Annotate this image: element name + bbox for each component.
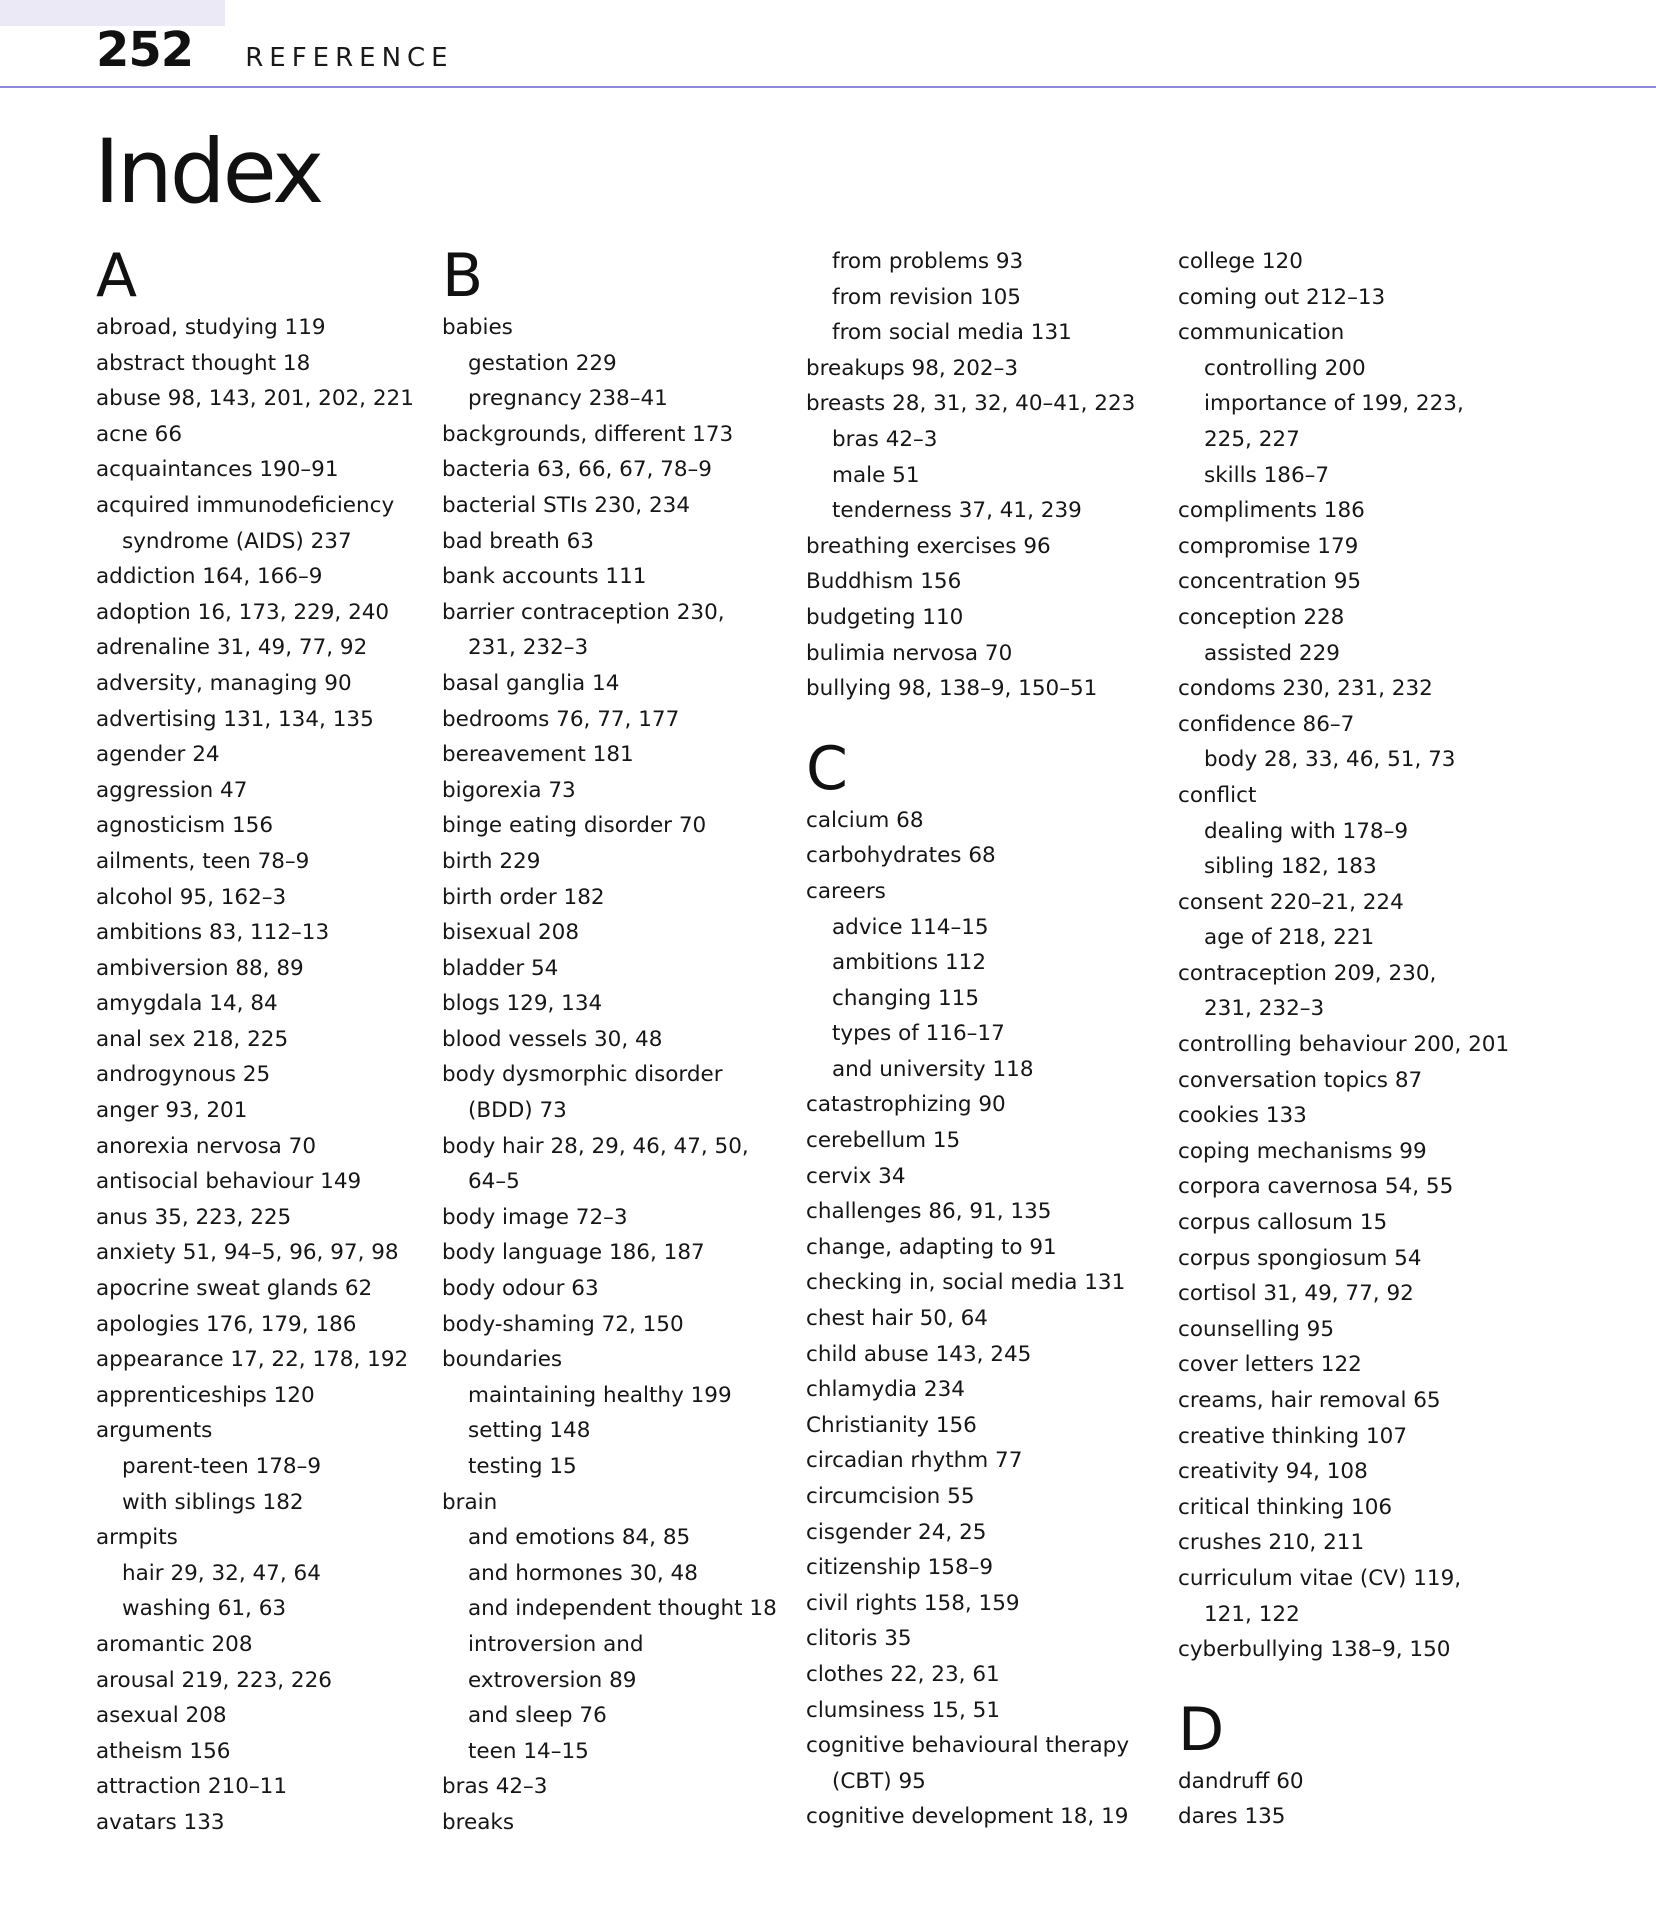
- index-entry: bacterial STIs 230, 234: [442, 492, 690, 518]
- index-entry: body image 72–3: [442, 1204, 628, 1230]
- index-entry: atheism 156: [96, 1738, 231, 1764]
- index-entry: cisgender 24, 25: [806, 1519, 987, 1545]
- index-entry: bacteria 63, 66, 67, 78–9: [442, 457, 712, 483]
- index-entry: bedrooms 76, 77, 177: [442, 706, 680, 732]
- index-entry: clitoris 35: [806, 1626, 912, 1652]
- index-entry: chlamydia 234: [806, 1377, 965, 1403]
- page-number: 252: [96, 22, 194, 78]
- index-entry: corpus spongiosum 54: [1178, 1245, 1422, 1271]
- index-entry: addiction 164, 166–9: [96, 564, 323, 590]
- index-entry: dandruff 60: [1178, 1768, 1304, 1794]
- index-entry: brain: [442, 1489, 498, 1515]
- index-subentry: (BDD) 73: [468, 1098, 567, 1124]
- index-entry: critical thinking 106: [1178, 1494, 1393, 1520]
- index-entry: budgeting 110: [806, 604, 964, 630]
- running-head: [96, 22, 454, 78]
- header-rule: [0, 86, 1656, 88]
- index-subentry: maintaining healthy 199: [468, 1382, 732, 1408]
- index-entry: corpus callosum 15: [1178, 1210, 1388, 1236]
- index-entry: body language 186, 187: [442, 1240, 705, 1266]
- index-entry: acquired immunodeficiency: [96, 492, 395, 518]
- index-entry: boundaries: [442, 1347, 563, 1373]
- index-entry: challenges 86, 91, 135: [806, 1199, 1052, 1225]
- index-entry: catastrophizing 90: [806, 1092, 1006, 1118]
- index-subentry: body 28, 33, 46, 51, 73: [1204, 747, 1456, 773]
- index-entry: advertising 131, 134, 135: [96, 706, 374, 732]
- index-entry: blood vessels 30, 48: [442, 1026, 663, 1052]
- index-subentry: ambitions 112: [832, 950, 986, 976]
- index-entry: basal ganglia 14: [442, 670, 620, 696]
- index-entry: bladder 54: [442, 955, 559, 981]
- index-entry: abroad, studying 119: [96, 315, 326, 340]
- index-entry: aggression 47: [96, 777, 248, 803]
- index-entry: bigorexia 73: [442, 777, 576, 803]
- index-subentry: changing 115: [832, 985, 980, 1011]
- index-entry: bulimia nervosa 70: [806, 640, 1013, 666]
- index-entry: crushes 210, 211: [1178, 1530, 1365, 1556]
- index-subentry: and hormones 30, 48: [468, 1560, 698, 1586]
- index-entry: change, adapting to 91: [806, 1234, 1057, 1260]
- index-subentry: skills 186–7: [1204, 462, 1330, 488]
- index-subentry: controlling 200: [1204, 355, 1366, 381]
- index-entry: anorexia nervosa 70: [96, 1133, 317, 1159]
- index-entry: alcohol 95, 162–3: [96, 884, 287, 910]
- index-column-4: [1178, 244, 1578, 1835]
- index-entry: conversation topics 87: [1178, 1067, 1423, 1093]
- index-entry: citizenship 158–9: [806, 1555, 994, 1581]
- index-subentry: and sleep 76: [468, 1703, 607, 1729]
- index-subentry: and independent thought 18: [468, 1596, 777, 1622]
- index-entry: communication: [1178, 320, 1345, 346]
- index-entry: circumcision 55: [806, 1484, 975, 1509]
- index-entry: civil rights 158, 159: [806, 1590, 1020, 1616]
- index-title: Index: [94, 120, 322, 223]
- index-entry: Buddhism 156: [806, 569, 962, 595]
- index-subentry: advice 114–15: [832, 914, 989, 940]
- index-entry: conception 228: [1178, 604, 1345, 630]
- index-entry: consent 220–21, 224: [1178, 889, 1404, 915]
- index-entry: breakups 98, 202–3: [806, 355, 1019, 381]
- index-entry: bullying 98, 138–9, 150–51: [806, 676, 1098, 702]
- index-subentry: age of 218, 221: [1204, 925, 1375, 951]
- index-subentry: and emotions 84, 85: [468, 1525, 691, 1551]
- index-entry: cyberbullying 138–9, 150: [1178, 1637, 1451, 1663]
- index-entry: appearance 17, 22, 178, 192: [96, 1347, 409, 1373]
- index-entry: anxiety 51, 94–5, 96, 97, 98: [96, 1240, 399, 1266]
- index-subentry: from social media 131: [832, 320, 1072, 346]
- index-entry: compromise 179: [1178, 533, 1359, 559]
- index-subentry: with siblings 182: [122, 1489, 304, 1515]
- index-entry: adoption 16, 173, 229, 240: [96, 599, 390, 625]
- index-entry: antisocial behaviour 149: [96, 1169, 362, 1195]
- index-entry: contraception 209, 230,: [1178, 960, 1437, 986]
- index-subentry: hair 29, 32, 47, 64: [122, 1560, 321, 1586]
- index-subentry: bras 42–3: [832, 426, 938, 452]
- index-entry: cerebellum 15: [806, 1128, 961, 1154]
- index-entry: body-shaming 72, 150: [442, 1311, 684, 1337]
- index-entry: binge eating disorder 70: [442, 813, 707, 839]
- index-subentry: male 51: [832, 462, 920, 488]
- index-entry: body odour 63: [442, 1276, 599, 1302]
- index-entry: careers: [806, 878, 886, 904]
- index-entry: bank accounts 111: [442, 564, 647, 590]
- index-entry: controlling behaviour 200, 201: [1178, 1032, 1510, 1058]
- index-entry: cervix 34: [806, 1163, 906, 1189]
- letter-heading: A: [96, 241, 138, 311]
- index-entry: breathing exercises 96: [806, 533, 1051, 559]
- index-entry: body dysmorphic disorder: [442, 1062, 723, 1088]
- index-subentry: syndrome (AIDS) 237: [122, 528, 352, 554]
- index-entry: Christianity 156: [806, 1412, 977, 1438]
- index-entry: curriculum vitae (CV) 119,: [1178, 1565, 1462, 1591]
- index-entry: backgrounds, different 173: [442, 421, 734, 447]
- index-entry: chest hair 50, 64: [806, 1306, 988, 1332]
- index-entry: bereavement 181: [442, 742, 634, 768]
- index-subentry: setting 148: [468, 1418, 591, 1444]
- index-subentry: sibling 182, 183: [1204, 854, 1377, 880]
- index-entry: asexual 208: [96, 1703, 227, 1729]
- index-entry: anger 93, 201: [96, 1098, 248, 1124]
- index-subentry: gestation 229: [468, 350, 617, 376]
- index-subentry: and university 118: [832, 1056, 1034, 1082]
- index-subentry: tenderness 37, 41, 239: [832, 498, 1082, 524]
- index-entry: ambiversion 88, 89: [96, 955, 304, 981]
- index-subentry: types of 116–17: [832, 1021, 1005, 1047]
- index-entry: circadian rhythm 77: [806, 1448, 1023, 1474]
- index-entry: breasts 28, 31, 32, 40–41, 223: [806, 391, 1136, 417]
- index-entry: counselling 95: [1178, 1316, 1335, 1342]
- index-entry: acquaintances 190–91: [96, 457, 339, 483]
- index-subentry: importance of 199, 223,: [1204, 391, 1464, 417]
- index-entry: carbohydrates 68: [806, 843, 996, 869]
- index-entry: bras 42–3: [442, 1774, 548, 1800]
- index-entry: cortisol 31, 49, 77, 92: [1178, 1281, 1414, 1307]
- index-entry: breaks: [442, 1809, 515, 1835]
- index-entry: babies: [442, 315, 513, 340]
- index-entry: college 120: [1178, 249, 1303, 274]
- index-subentry: 231, 232–3: [468, 635, 589, 661]
- index-entry: creams, hair removal 65: [1178, 1388, 1441, 1413]
- section-name: REFERENCE: [245, 43, 454, 73]
- index-entry: calcium 68: [806, 807, 924, 833]
- index-entry: armpits: [96, 1525, 178, 1551]
- index-entry: acne 66: [96, 421, 183, 447]
- index-entry: aromantic 208: [96, 1631, 253, 1657]
- index-entry: abuse 98, 143, 201, 202, 221: [96, 386, 414, 412]
- index-entry: dares 135: [1178, 1804, 1286, 1830]
- index-subentry: from revision 105: [832, 284, 1021, 310]
- index-subentry: from problems 93: [832, 249, 1024, 274]
- index-entry: corpora cavernosa 54, 55: [1178, 1174, 1454, 1200]
- index-column-2: [442, 241, 782, 1841]
- index-entry: creativity 94, 108: [1178, 1459, 1368, 1485]
- index-entry: apologies 176, 179, 186: [96, 1311, 357, 1337]
- index-entry: clumsiness 15, 51: [806, 1697, 1001, 1723]
- letter-heading: C: [806, 733, 848, 804]
- index-entry: child abuse 143, 245: [806, 1341, 1032, 1367]
- letter-heading: B: [442, 241, 484, 311]
- index-entry: condoms 230, 231, 232: [1178, 676, 1433, 702]
- index-entry: clothes 22, 23, 61: [806, 1661, 1000, 1687]
- index-entry: confidence 86–7: [1178, 711, 1355, 737]
- index-subentry: 64–5: [468, 1169, 520, 1195]
- index-subentry: washing 61, 63: [122, 1596, 287, 1622]
- index-entry: bisexual 208: [442, 920, 580, 946]
- index-entry: body hair 28, 29, 46, 47, 50,: [442, 1133, 749, 1159]
- index-entry: apocrine sweat glands 62: [96, 1276, 373, 1302]
- index-entry: compliments 186: [1178, 498, 1365, 524]
- index-entry: anus 35, 223, 225: [96, 1204, 292, 1230]
- letter-heading: D: [1178, 1694, 1225, 1765]
- index-entry: cognitive behavioural therapy: [806, 1733, 1130, 1759]
- index-subentry: extroversion 89: [468, 1667, 637, 1693]
- index-entry: checking in, social media 131: [806, 1270, 1126, 1296]
- index-column-3: [806, 244, 1146, 1835]
- index-entry: agnosticism 156: [96, 813, 274, 839]
- index-subentry: assisted 229: [1204, 640, 1340, 666]
- index-subentry: testing 15: [468, 1454, 577, 1479]
- index-subentry: (CBT) 95: [832, 1768, 926, 1794]
- index-entry: anal sex 218, 225: [96, 1026, 289, 1052]
- index-entry: coping mechanisms 99: [1178, 1138, 1427, 1164]
- index-entry: attraction 210–11: [96, 1774, 288, 1800]
- index-entry: adrenaline 31, 49, 77, 92: [96, 635, 368, 661]
- index-entry: conflict: [1178, 782, 1257, 808]
- index-entry: ailments, teen 78–9: [96, 848, 310, 874]
- index-subentry: teen 14–15: [468, 1738, 589, 1764]
- index-entry: ambitions 83, 112–13: [96, 920, 330, 946]
- index-entry: avatars 133: [96, 1809, 225, 1835]
- index-entry: adversity, managing 90: [96, 670, 352, 696]
- index-subentry: introversion and: [468, 1631, 644, 1657]
- index-column-1: [96, 241, 436, 1841]
- index-entry: arousal 219, 223, 226: [96, 1667, 332, 1693]
- index-subentry: dealing with 178–9: [1204, 818, 1409, 844]
- index-entry: cookies 133: [1178, 1103, 1307, 1129]
- index-entry: birth 229: [442, 848, 541, 874]
- index-entry: barrier contraception 230,: [442, 599, 725, 625]
- index-entry: agender 24: [96, 742, 220, 768]
- index-entry: amygdala 14, 84: [96, 991, 278, 1017]
- index-entry: concentration 95: [1178, 569, 1362, 595]
- index-subentry: 231, 232–3: [1204, 996, 1325, 1022]
- index-entry: cognitive development 18, 19: [806, 1804, 1129, 1830]
- index-entry: arguments: [96, 1418, 213, 1444]
- index-entry: cover letters 122: [1178, 1352, 1362, 1378]
- index-subentry: pregnancy 238–41: [468, 386, 668, 412]
- index-entry: bad breath 63: [442, 528, 594, 554]
- index-subentry: 225, 227: [1204, 426, 1300, 452]
- index-subentry: 121, 122: [1204, 1601, 1300, 1627]
- index-entry: creative thinking 107: [1178, 1423, 1408, 1449]
- index-entry: apprenticeships 120: [96, 1382, 315, 1408]
- index-entry: coming out 212–13: [1178, 284, 1386, 310]
- index-entry: birth order 182: [442, 884, 605, 910]
- index-subentry: parent-teen 178–9: [122, 1454, 322, 1479]
- index-entry: abstract thought 18: [96, 350, 311, 376]
- index-entry: androgynous 25: [96, 1062, 271, 1088]
- index-entry: blogs 129, 134: [442, 991, 603, 1017]
